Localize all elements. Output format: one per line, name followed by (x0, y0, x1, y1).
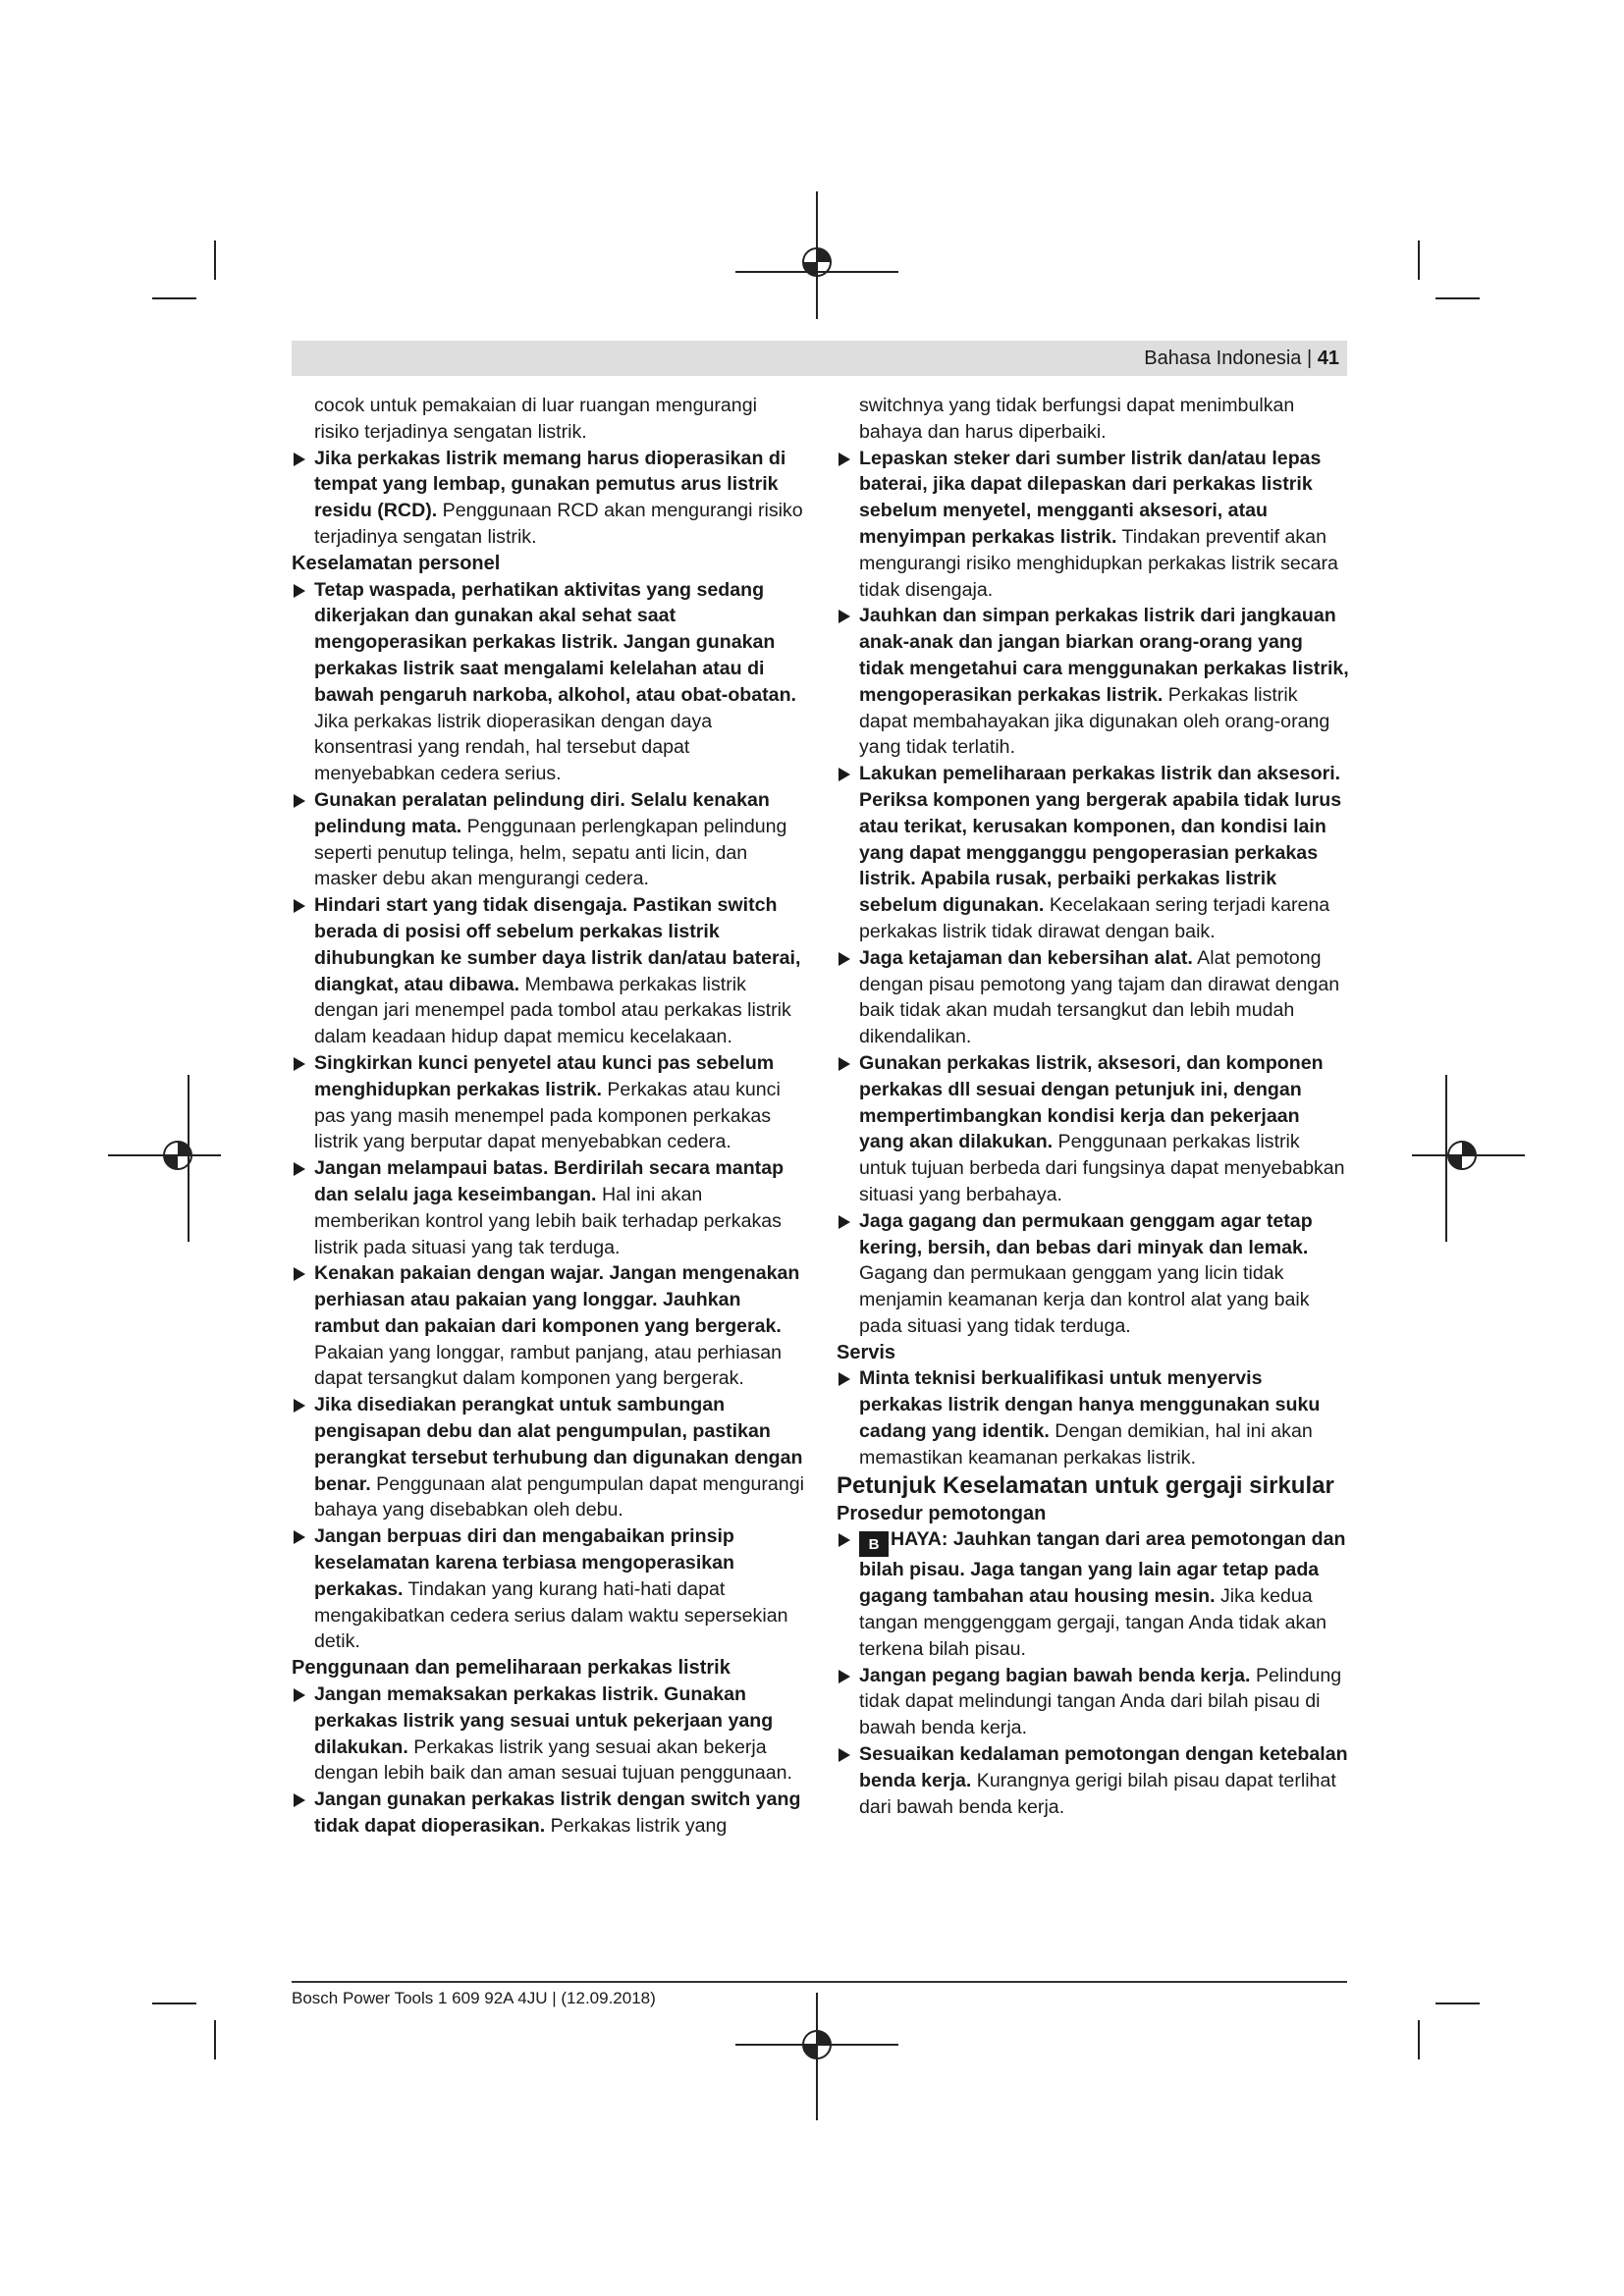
bullet-bold: Jangan memaksakan perkakas listrik. Gunakan perkakas listrik yang sesuai untuk pekerjaan yang dilakukan. (314, 1683, 774, 1758)
bullet-item (837, 945, 1349, 1050)
section-title: Petunjuk Keselamatan untuk gergaji sirkular (837, 1471, 1334, 1499)
bullet-bold: Jangan pegang bagian bawah benda kerja. (859, 1664, 1251, 1686)
bullet-text: Perkakas listrik yang sesuai akan bekerja dengan lebih baik dan aman sesuai tujuan penggunaan. (314, 1735, 792, 1785)
bullet-text: Kurangnya gerigi bilah pisau dapat terlihat dari bawah benda kerja. (859, 1769, 1336, 1818)
crop-mark (1418, 2020, 1420, 2059)
bullet-item (292, 1682, 804, 1787)
bullet-item (837, 446, 1349, 604)
bullet-text: Perkakas listrik dapat membahayakan jika digunakan oleh orang-orang yang tidak terlatih. (859, 683, 1330, 759)
bullet-item (292, 577, 804, 787)
bullet-bold: Jangan melampaui batas. Berdirilah secara mantap dan selalu jaga keseimbangan. (314, 1157, 785, 1205)
crop-mark (1435, 297, 1480, 299)
bullet-bold: Lakukan pemeliharaan perkakas listrik dan aksesori. Periksa komponen yang bergerak apabila tidak lurus atau terikat, kerusakan komponen, dan kondisi lain yang dapat mengganggu pengoperasian perkakas listrik. Apabila rusak, perbaiki perkakas listrik sebelum digunakan. (859, 763, 1342, 917)
bullet-item (292, 1523, 804, 1655)
subheading: Servis (837, 1341, 896, 1363)
subheading: Prosedur pemotongan (837, 1502, 1047, 1524)
crop-mark (152, 297, 196, 299)
crop-mark (214, 240, 216, 280)
bullet-bold: Minta teknisi berkualifikasi untuk menyervis perkakas listrik dengan hanya menggunakan suku cadang yang identik. (859, 1367, 1321, 1443)
bullet-text: Penggunaan perkakas listrik untuk tujuan berbeda dari fungsinya dapat menyebabkan situasi yang berbahaya. (859, 1131, 1345, 1205)
bullet-bold: Jika perkakas listrik memang harus dioperasikan di tempat yang lembap, gunakan pemutus arus listrik residu (RCD). (314, 447, 786, 522)
bullet-bold: Jika disediakan perangkat untuk sambungan pengisapan debu dan alat pengumpulan, pastikan perangkat tersebut terhubung dan digunakan dengan benar. (314, 1394, 803, 1495)
bullet-text: Penggunaan alat pengumpulan dapat mengurangi bahaya yang disebabkan oleh debu. (314, 1472, 804, 1522)
bullet-text: Jika perkakas listrik dioperasikan dengan daya konsentrasi yang rendah, hal tersebut dapat menyebabkan cedera serius. (314, 710, 713, 785)
header-language: Bahasa Indonesia (1144, 347, 1302, 369)
bullet-bold: Lepaskan steker dari sumber listrik dan/atau lepas baterai, jika dapat dilepaskan dari perkakas listrik sebelum menyetel, mengganti aksesori, atau menyimpan perkakas listrik. (859, 447, 1322, 548)
bullet-bold: Gunakan peralatan pelindung diri. Selalu kenakan pelindung mata. (314, 788, 770, 837)
bullet-item (292, 1260, 804, 1392)
crop-mark (1418, 240, 1420, 280)
bullet-item (837, 603, 1349, 761)
bullet-bold: Jaga gagang dan permukaan genggam agar tetap kering, bersih, dan bebas dari minyak dan lemak. (859, 1209, 1313, 1258)
crop-mark (152, 2002, 196, 2004)
bullet-text: Kecelakaan sering terjadi karena perkakas listrik tidak dirawat dengan baik. (859, 894, 1330, 942)
bullet-bold: Sesuaikan kedalaman pemotongan dengan ketebalan benda kerja. (859, 1743, 1348, 1791)
registration-target-icon (1445, 1139, 1479, 1172)
bullet-bold: Hindari start yang tidak disengaja. Pastikan switch berada di posisi off sebelum perkakas listrik dihubungkan ke sumber daya listrik dan/atau baterai, diangkat, atau dibawa. (314, 894, 801, 995)
warning-icon: B (859, 1531, 889, 1557)
bullet-item (292, 1392, 804, 1523)
crop-mark (1435, 2002, 1480, 2004)
bullet-item (837, 1741, 1349, 1820)
bullet-bold: Jauhkan dan simpan perkakas listrik dari jangkauan anak-anak dan jangan biarkan orang-orang yang tidak mengetahui cara menggunakan perkakas listrik, mengoperasikan perkakas listrik. (859, 605, 1349, 706)
bullet-text: Penggunaan perlengkapan pelindung seperti penutup telinga, helm, sepatu anti licin, dan masker debu akan mengurangi cedera. (314, 815, 787, 890)
bullet-text: Tindakan preventif akan mengurangi risiko menghidupkan perkakas listrik secara tidak disengaja. (859, 525, 1338, 601)
bullet-item (292, 1155, 804, 1260)
bullet-item (292, 1050, 804, 1155)
bullet-item (837, 1365, 1349, 1470)
bullet-item (292, 892, 804, 1050)
header-separator: | (1301, 347, 1318, 369)
page-header (292, 341, 1347, 376)
bullet-text: Pelindung tidak dapat melindungi tangan Anda dari bilah pisau di bawah benda kerja. (859, 1664, 1342, 1739)
bullet-bold: HAYA: Jauhkan tangan dari area pemotongan dan bilah pisau. Jaga tangan yang lain agar tetap pada gagang tambahan atau housing mesin. (859, 1528, 1346, 1608)
bullet-text: Membawa perkakas listrik dengan jari menempel pada tombol atau perkakas listrik dalam keadaan hidup dapat memicu kecelakaan. (314, 973, 791, 1048)
subheading: Keselamatan personel (292, 552, 501, 574)
bullet-text: Perkakas listrik yang (545, 1815, 728, 1838)
bullet-text: Hal ini akan memberikan kontrol yang lebih baik terhadap perkakas listrik pada situasi yang tak terduga. (314, 1183, 782, 1258)
bullet-item (292, 787, 804, 892)
paragraph: switchnya yang tidak berfungsi dapat menimbulkan bahaya dan harus diperbaiki. (859, 395, 1295, 443)
bullet-bold: Singkirkan kunci penyetel atau kunci pas sebelum menghidupkan perkakas listrik. (314, 1051, 775, 1100)
bullet-text: Alat pemotong dengan pisau pemotong yang tajam dan dirawat dengan baik tidak akan mudah tersangkut dan lebih mudah dikendalikan. (859, 946, 1340, 1048)
left-column (292, 393, 804, 1840)
bullet-bold: Tetap waspada, perhatikan aktivitas yang sedang dikerjakan dan gunakan akal sehat saat mengoperasikan perkakas listrik. Jangan gunakan perkakas listrik saat mengalami kelelahan atau di bawah pengaruh narkoba, alkohol, atau obat-obatan. (314, 578, 796, 706)
right-column (837, 393, 1349, 1820)
bullet-text: Tindakan yang kurang hati-hati dapat mengakibatkan cedera serius dalam waktu sepersekian detik. (314, 1577, 788, 1653)
bullet-text: Pakaian yang longgar, rambut panjang, atau perhiasan dapat tersangkut dalam komponen yang bergerak. (314, 1341, 783, 1390)
bullet-text: Dengan demikian, hal ini akan memastikan keamanan perkakas listrik. (859, 1420, 1313, 1468)
bullet-bold: Gunakan perkakas listrik, aksesori, dan komponen perkakas dll sesuai dengan petunjuk ini, dengan mempertimbangkan kondisi kerja dan pekerjaan yang akan dilakukan. (859, 1051, 1324, 1153)
crop-mark (214, 2020, 216, 2059)
registration-target-icon (800, 2028, 834, 2061)
bullet-text: Jika kedua tangan menggenggam gergaji, tangan Anda tidak akan terkena bilah pisau. (859, 1585, 1327, 1660)
registration-target-icon (161, 1139, 194, 1172)
registration-target-icon (800, 245, 834, 279)
bullet-item (837, 761, 1349, 945)
paragraph: cocok untuk pemakaian di luar ruangan mengurangi risiko terjadinya sengatan listrik. (314, 395, 757, 443)
bullet-item (837, 1526, 1349, 1662)
bullet-bold: Kenakan pakaian dengan wajar. Jangan mengenakan perhiasan atau pakaian yang longgar. Jauhkan rambut dan pakaian dari komponen yang bergerak. (314, 1262, 800, 1337)
bullet-text: Perkakas atau kunci pas yang masih menempel pada komponen perkakas listrik yang berputar dapat menyebabkan cedera. (314, 1078, 781, 1153)
bullet-item (292, 1787, 804, 1840)
bullet-item (837, 1208, 1349, 1340)
subheading: Penggunaan dan pemeliharaan perkakas listrik (292, 1657, 731, 1680)
bullet-item (837, 1663, 1349, 1741)
bullet-text: Gagang dan permukaan genggam yang licin tidak menjamin keamanan kerja dan kontrol alat yang baik pada situasi yang tidak terduga. (859, 1262, 1310, 1337)
bullet-bold: Jaga ketajaman dan kebersihan alat. (859, 946, 1193, 969)
bullet-bold: Jangan gunakan perkakas listrik dengan switch yang tidak dapat dioperasikan. (314, 1789, 801, 1838)
bullet-item (292, 446, 804, 551)
footer-divider (292, 1981, 1347, 1983)
page-number: 41 (1317, 347, 1339, 369)
bullet-bold: Jangan berpuas diri dan mengabaikan prinsip keselamatan karena terbiasa mengoperasikan perkakas. (314, 1525, 735, 1600)
bullet-text: Penggunaan RCD akan mengurangi risiko terjadinya sengatan listrik. (314, 500, 803, 548)
bullet-item (837, 1050, 1349, 1208)
page-footer: Bosch Power Tools 1 609 92A 4JU | (12.09.2018) (292, 1989, 656, 2007)
